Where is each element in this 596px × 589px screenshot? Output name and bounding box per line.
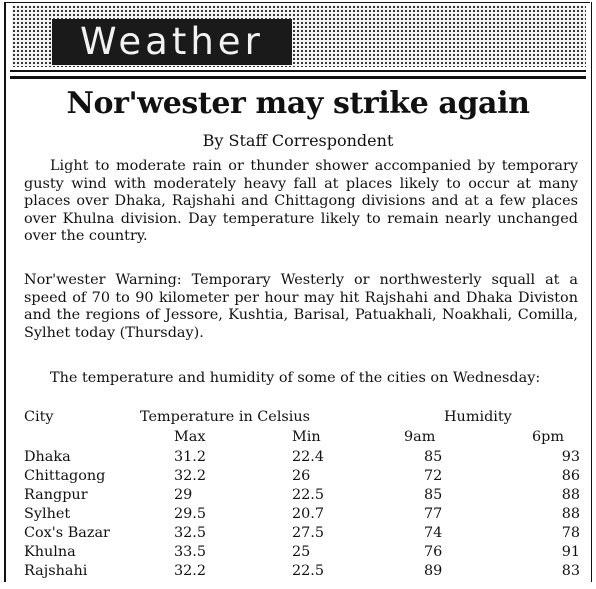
cell-city: Rangpur [24,487,88,503]
cell-humidity-6pm: 91 [561,544,580,560]
cell-max: 32.5 [174,525,207,541]
cell-min: 22.4 [292,449,325,465]
newspaper-clipping [4,2,592,582]
cell-max: 29 [174,487,193,503]
warning-text: Temporary Westerly or northwesterly squall at a speed of 70 to 90 kilometer per hour may hit Rajshahi and Dhaka Diviston and the regions of Jessore, Kushtia, Barisal, Patuakhali, Noakhali, Comilla, Sylhet today (Thursday). [24,272,578,341]
cell-max: 29.5 [174,506,207,522]
cell-max: 33.5 [174,544,207,560]
cell-humidity-9am: 74 [424,525,443,541]
header-9am: 9am [404,429,436,445]
cell-city: Cox's Bazar [24,525,110,541]
cell-humidity-9am: 77 [424,506,443,522]
header-city: City [24,409,54,425]
cell-humidity-9am: 76 [424,544,443,560]
cell-humidity-6pm: 86 [561,468,580,484]
cell-city: Dhaka [24,449,71,465]
banner-rule-thin [10,70,586,72]
cell-min: 27.5 [292,525,325,541]
weather-table [24,406,580,582]
warning-paragraph [24,272,578,342]
cell-max: 32.2 [174,468,207,484]
cell-humidity-6pm: 78 [561,525,580,541]
cell-city: Chittagong [24,468,106,484]
cell-humidity-9am: 89 [424,563,443,579]
cell-humidity-9am: 85 [424,449,443,465]
section-banner [6,2,590,80]
cell-humidity-6pm: 88 [561,506,580,522]
banner-rule-thick [10,76,586,79]
headline: Nor'wester may strike again [66,86,530,121]
cell-city: Khulna [24,544,76,560]
header-min: Min [292,429,321,445]
cell-min: 26 [292,468,311,484]
section-title: Weather [80,20,264,63]
table-intro: The temperature and humidity of some of the cities on Wednesday: [50,370,541,386]
cell-humidity-9am: 85 [424,487,443,503]
cell-min: 22.5 [292,563,325,579]
cell-humidity-6pm: 93 [561,449,580,465]
cell-city: Rajshahi [24,563,88,579]
cell-city: Sylhet [24,506,71,522]
cell-min: 22.5 [292,487,325,503]
byline: By Staff Correspondent [202,131,394,150]
warning-label: Nor'wester Warning: [24,272,182,288]
cell-min: 25 [292,544,311,560]
cell-max: 31.2 [174,449,207,465]
cell-min: 20.7 [292,506,325,522]
cell-max: 32.2 [174,563,207,579]
cell-humidity-9am: 72 [424,468,443,484]
header-6pm: 6pm [532,429,565,445]
header-temperature: Temperature in Celsius [140,409,311,425]
forecast-paragraph: Light to moderate rain or thunder shower accompanied by temporary gusty wind with moderately heavy fall at places likely to occur at many places over Dhaka, Rajshahi and Chittagong divisions and at a few places over Khulna division. Day temperature likely to remain nearly unchanged over the country. [24,158,578,244]
cell-humidity-6pm: 88 [561,487,580,503]
header-humidity: Humidity [444,409,512,425]
header-max: Max [174,429,206,445]
cell-humidity-6pm: 83 [561,563,580,579]
